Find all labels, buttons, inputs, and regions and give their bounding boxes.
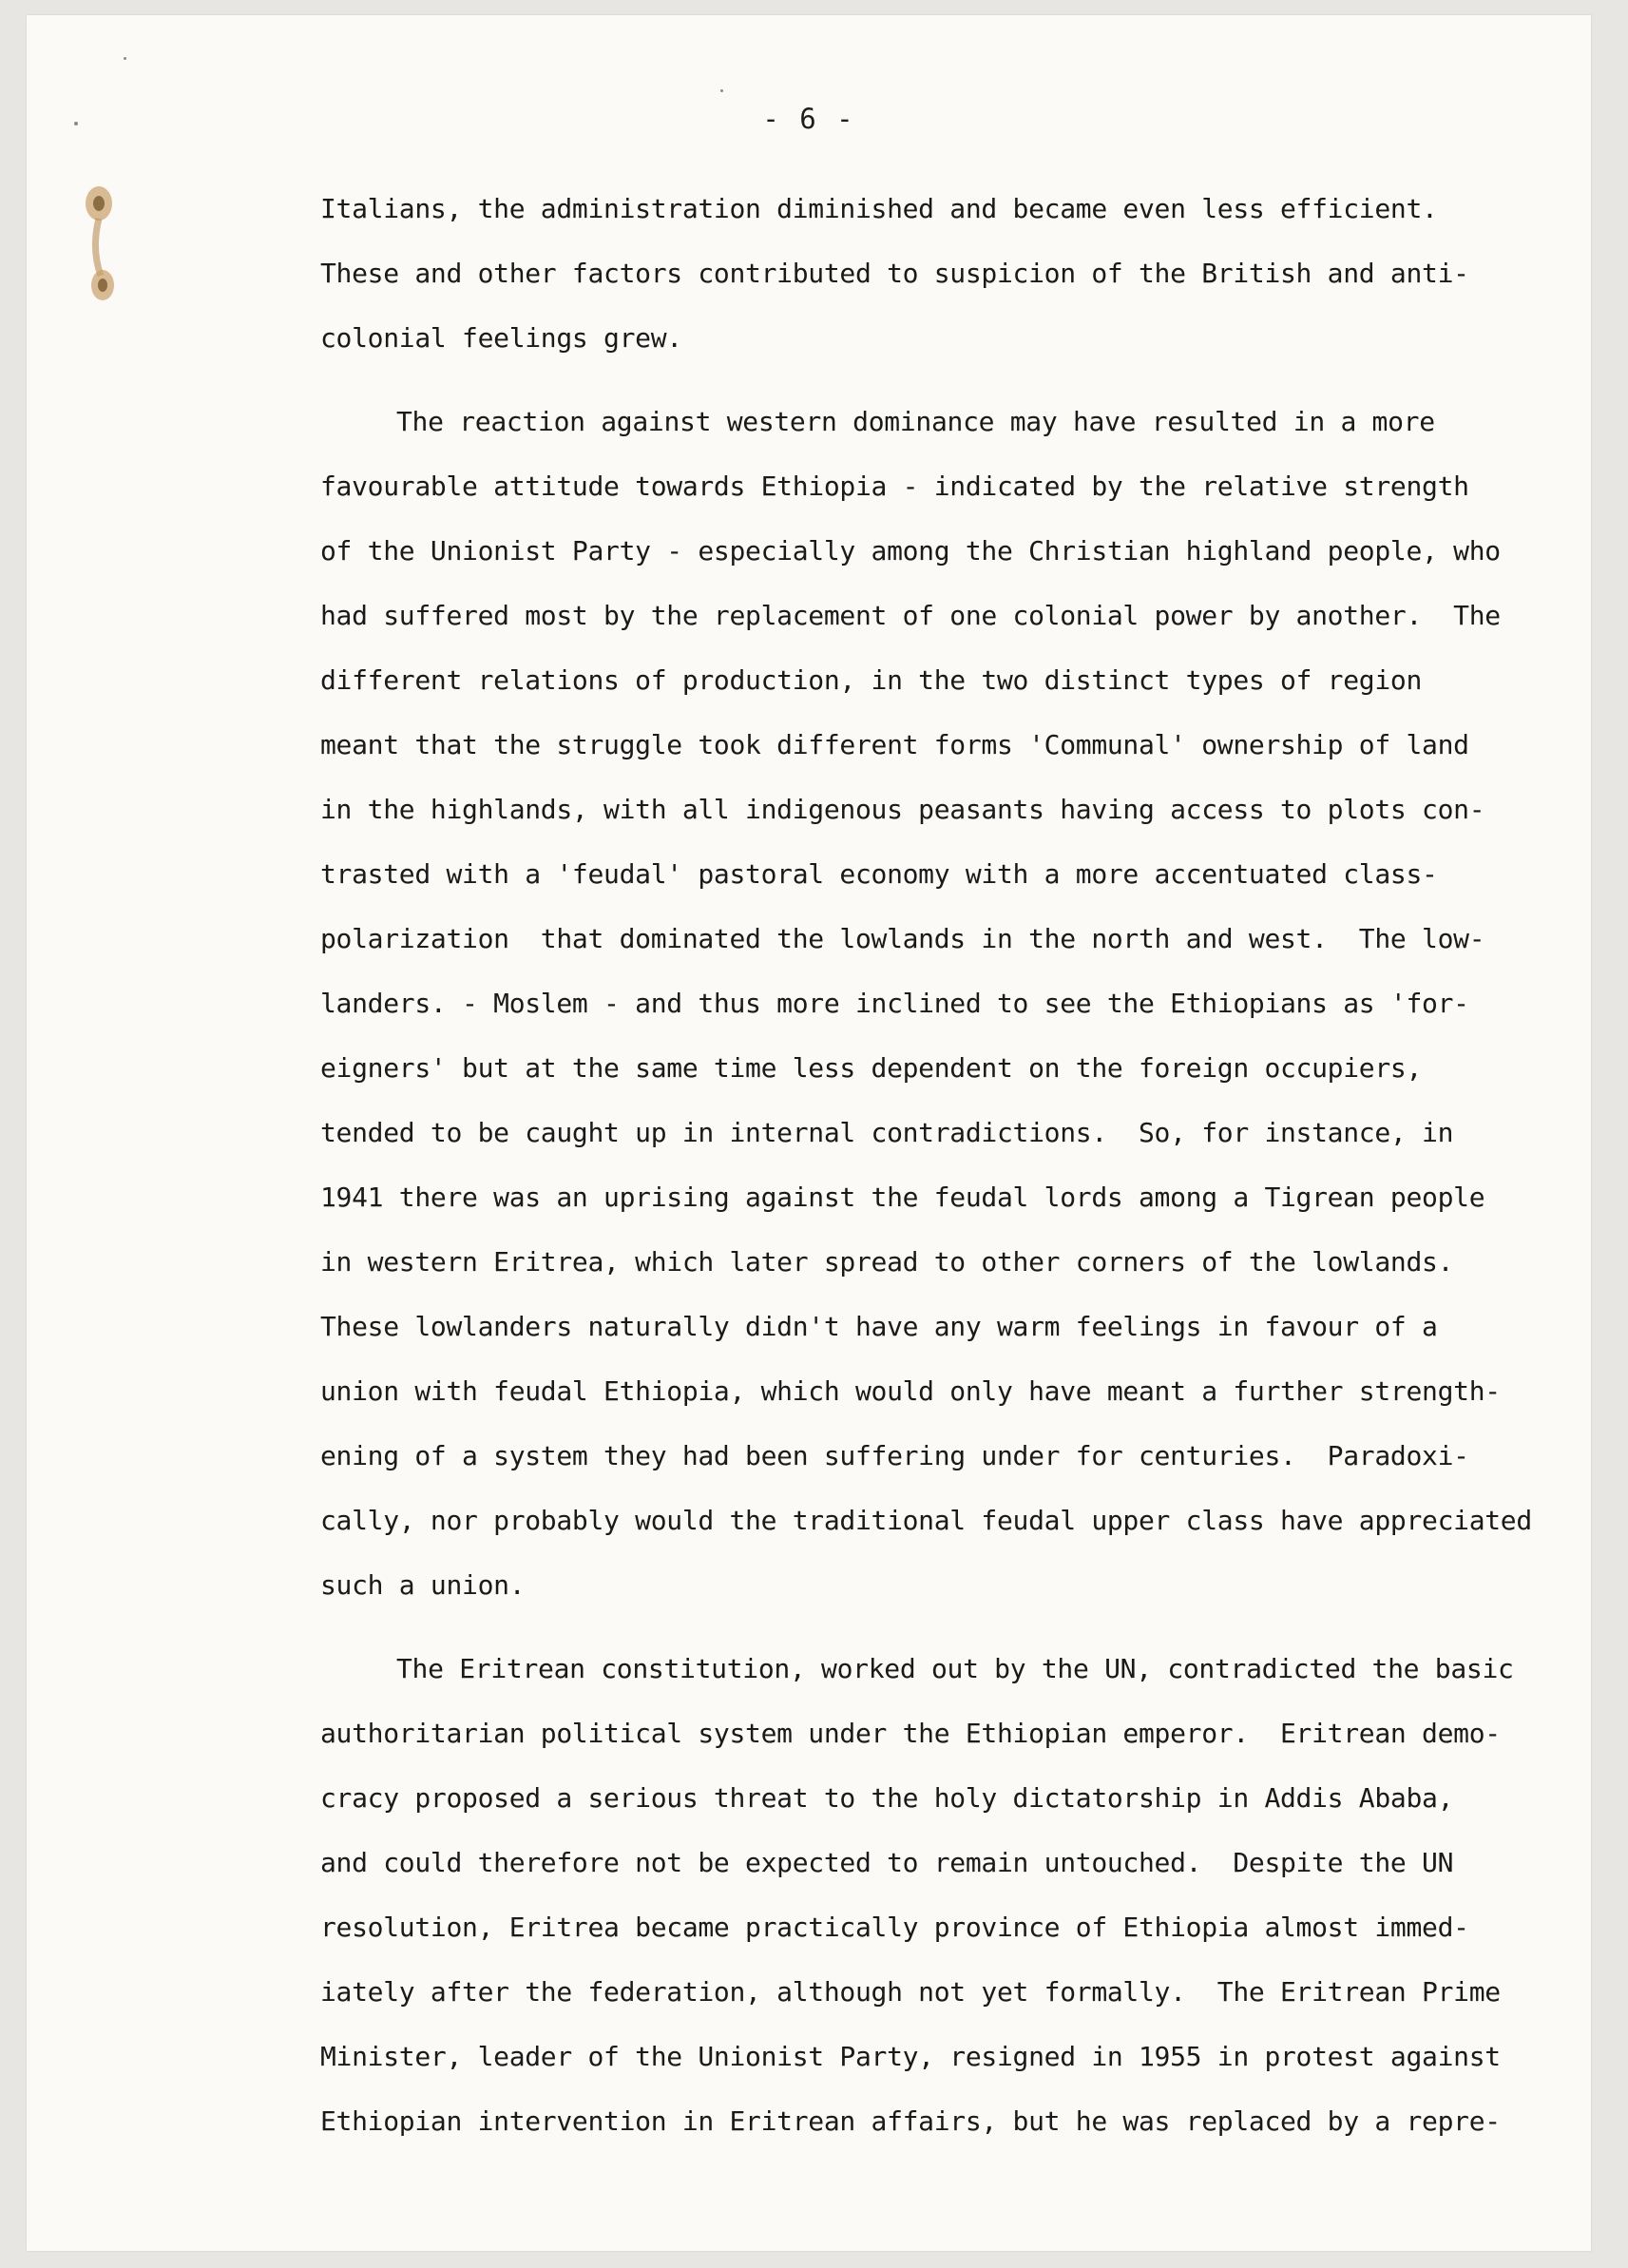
- text-line: trasted with a 'feudal' pastoral economy with a more accentuated class-: [320, 858, 1438, 890]
- text-line: colonial feelings grew.: [320, 322, 682, 354]
- text-line: landers. - Moslem - and thus more inclined to see the Ethiopians as 'for-: [320, 988, 1469, 1019]
- paper-speck: [720, 89, 723, 92]
- text-line: had suffered most by the replacement of one colonial power by another. The: [320, 600, 1501, 631]
- text-line: resolution, Eritrea became practically province of Ethiopia almost immed-: [320, 1912, 1469, 1943]
- text-line: different relations of production, in the two distinct types of region: [320, 664, 1423, 696]
- text-line: eigners' but at the same time less dependent on the foreign occupiers,: [320, 1052, 1423, 1084]
- text-line: in western Eritrea, which later spread to other corners of the lowlands.: [320, 1246, 1454, 1278]
- document-page: [27, 15, 1591, 2251]
- page-number: - 6 -: [762, 103, 855, 135]
- text-line: of the Unionist Party - especially among the Christian highland people, who: [320, 535, 1501, 567]
- text-line: These lowlanders naturally didn't have any warm feelings in favour of a: [320, 1311, 1438, 1342]
- text-line: and could therefore not be expected to remain untouched. Despite the UN: [320, 1847, 1454, 1878]
- text-line: Minister, leader of the Unionist Party, resigned in 1955 in protest against: [320, 2041, 1501, 2072]
- text-line: 1941 there was an uprising against the feudal lords among a Tigrean people: [320, 1182, 1485, 1213]
- paragraph-3: [320, 1637, 1584, 2154]
- text-line: cracy proposed a serious threat to the holy dictatorship in Addis Ababa,: [320, 1782, 1454, 1814]
- text-line: union with feudal Ethiopia, which would only have meant a further strength-: [320, 1375, 1501, 1407]
- staple-icon: [82, 173, 120, 316]
- text-line: ening of a system they had been suffering under for centuries. Paradoxi-: [320, 1440, 1469, 1471]
- text-line: meant that the struggle took different forms 'Communal' ownership of land: [320, 729, 1469, 760]
- text-line: cally, nor probably would the traditional feudal upper class have appreciated: [320, 1505, 1532, 1536]
- text-line: such a union.: [320, 1569, 526, 1601]
- paragraph-1: [320, 177, 1584, 371]
- text-line: polarization that dominated the lowlands in the north and west. The low-: [320, 923, 1485, 954]
- text-line: Ethiopian intervention in Eritrean affairs, but he was replaced by a repre-: [320, 2105, 1501, 2137]
- paper-speck: [124, 57, 126, 60]
- text-line: iately after the federation, although not yet formally. The Eritrean Prime: [320, 1976, 1501, 2008]
- text-line: Italians, the administration diminished and became even less efficient.: [320, 193, 1438, 224]
- text-line: favourable attitude towards Ethiopia - indicated by the relative strength: [320, 471, 1469, 502]
- text-line: tended to be caught up in internal contradictions. So, for instance, in: [320, 1117, 1454, 1148]
- paragraph-2: [320, 390, 1584, 1618]
- text-line: authoritarian political system under the Ethiopian emperor. Eritrean demo-: [320, 1718, 1501, 1749]
- text-line: These and other factors contributed to suspicion of the British and anti-: [320, 258, 1469, 289]
- text-line: The reaction against western dominance may have resulted in a more: [396, 406, 1435, 437]
- text-line: in the highlands, with all indigenous peasants having access to plots con-: [320, 794, 1485, 825]
- body-text: [320, 177, 1584, 2154]
- text-line: The Eritrean constitution, worked out by the UN, contradicted the basic: [396, 1653, 1514, 1684]
